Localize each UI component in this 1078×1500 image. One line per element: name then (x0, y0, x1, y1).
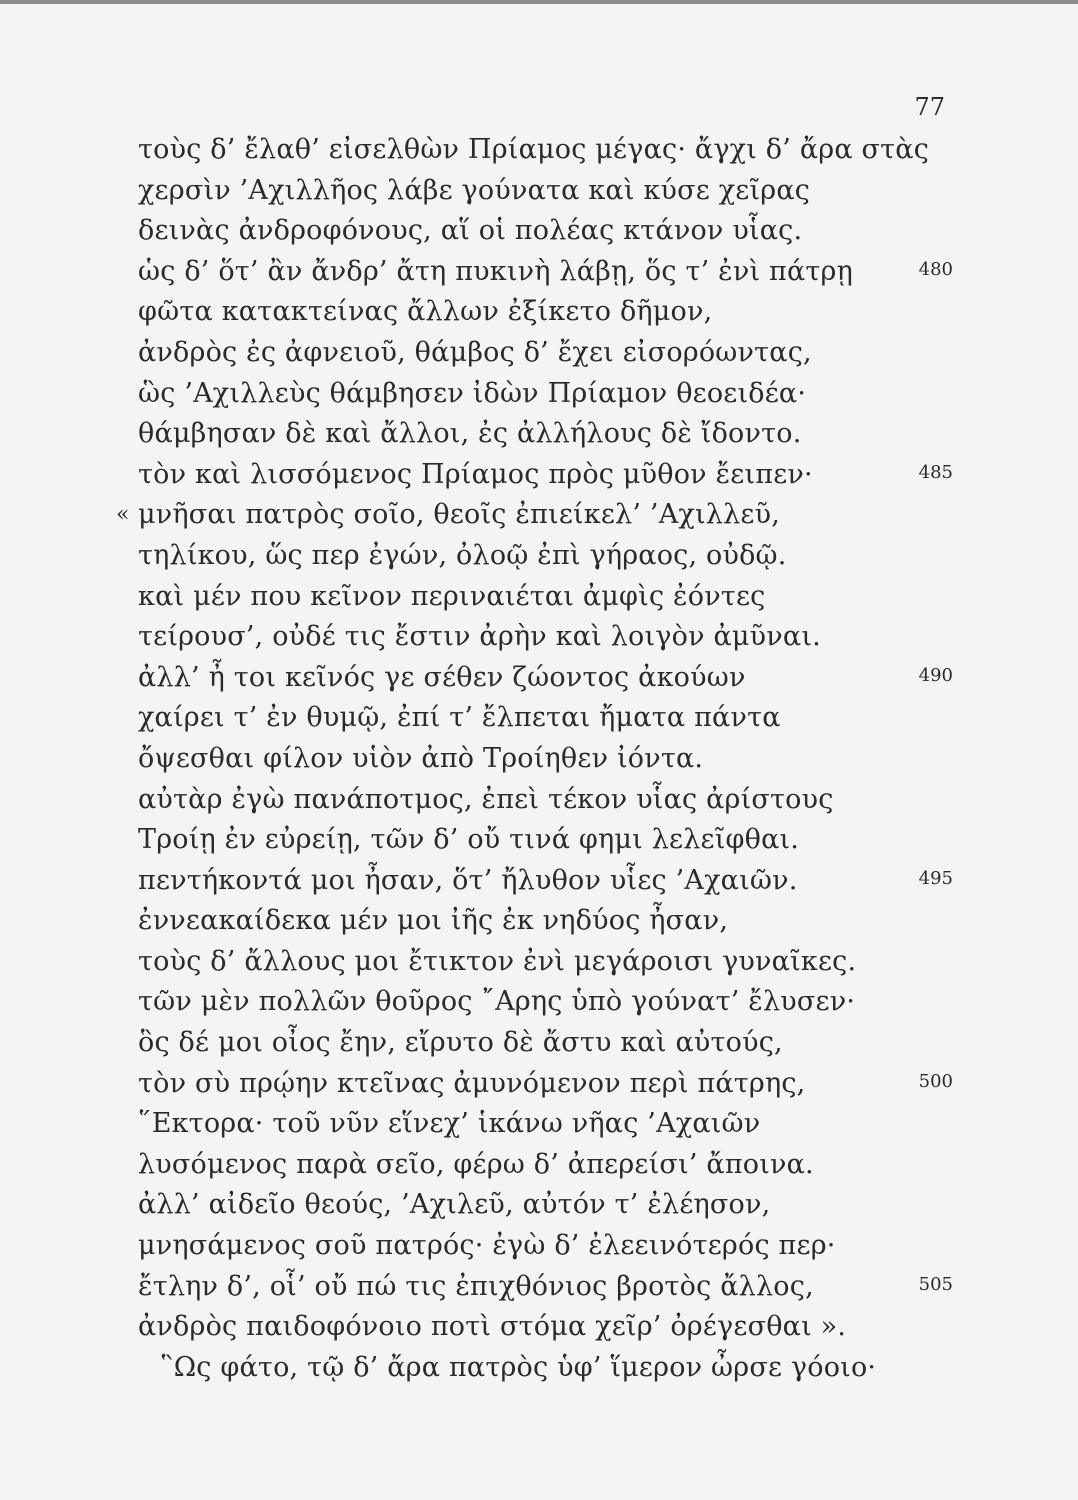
verse-line (0, 942, 1078, 983)
verse-text: τοὺς δ’ ἄλλους μοι ἔτικτον ἐνὶ μεγάροισι γυναῖκες. (138, 945, 857, 977)
verse-text: ἐννεακαίδεκα μέν μοι ἰῆς ἐκ νηδύος ἦσαν, (138, 905, 729, 937)
verse-text: χαίρει τ’ ἐν θυμῷ, ἐπί τ’ ἔλπεται ἤματα πάντα (138, 702, 781, 734)
verse-list (0, 130, 1078, 1388)
verse-text: φῶτα κατακτείνας ἄλλων ἐξίκετο δῆμον, (138, 296, 713, 328)
line-number: 505 (918, 1273, 953, 1295)
verse-text: ὄψεσθαι φίλον υἱὸν ἀπὸ Τροίηθεν ἰόντα. (138, 742, 704, 774)
verse-line (0, 1104, 1078, 1145)
verse-text: τὸν καὶ λισσόμενος Πρίαμος πρὸς μῦθον ἔειπεν· (138, 458, 813, 490)
verse-line (0, 780, 1078, 821)
verse-line (0, 252, 1078, 293)
verse-line (0, 1064, 1078, 1105)
verse-line (0, 414, 1078, 455)
verse-text: ὃς δέ μοι οἶος ἔην, εἴρυτο δὲ ἄστυ καὶ αὐτούς, (138, 1027, 783, 1059)
verse-text: χερσὶν ’Αχιλλῆος λάβε γούνατα καὶ κύσε χεῖρας (138, 174, 811, 206)
verse-text: μνῆσαι πατρὸς σοῖο, θεοῖς ἐπιείκελ’ ’Αχιλλεῦ, (138, 499, 780, 531)
verse-line (0, 374, 1078, 415)
verse-line (0, 577, 1078, 618)
verse-line (0, 171, 1078, 212)
verse-text: ἀνδρὸς παιδοφόνοιο ποτὶ στόμα χεῖρ’ ὀρέγεσθαι ». (138, 1311, 847, 1343)
verse-line (0, 455, 1078, 496)
verse-line (0, 495, 1078, 536)
verse-text: ῝Ως φάτο, τῷ δ’ ἄρα πατρὸς ὑφ’ ἵμερον ὦρσε γόοιο· (160, 1351, 877, 1383)
verse-line (0, 698, 1078, 739)
top-edge-rule (0, 0, 1078, 4)
verse-text: θάμβησαν δὲ καὶ ἄλλοι, ἐς ἀλλήλους δὲ ἴδοντο. (138, 418, 802, 450)
verse-text: ἀλλ’ ἦ τοι κεῖνός γε σέθεν ζώοντος ἀκούων (138, 661, 746, 693)
verse-line (0, 1145, 1078, 1186)
verse-text: τοὺς δ’ ἔλαθ’ εἰσελθὼν Πρίαμος μέγας· ἄγχι δ’ ἄρα στὰς (138, 134, 930, 165)
verse-text: πεντήκοντά μοι ἦσαν, ὅτ’ ἤλυθον υἷες ’Αχαιῶν. (138, 864, 798, 896)
line-number: 490 (918, 664, 953, 686)
line-number: 500 (918, 1070, 953, 1092)
verse-line (0, 1226, 1078, 1267)
verse-line (0, 130, 1078, 171)
verse-line (0, 617, 1078, 658)
verse-line (0, 1267, 1078, 1308)
verse-line (0, 1348, 1078, 1389)
verse-text: ἀνδρὸς ἐς ἀφνειοῦ, θάμβος δ’ ἔχει εἰσορόωντας, (138, 336, 812, 368)
verse-line (0, 861, 1078, 902)
verse-text: λυσόμενος παρὰ σεῖο, φέρω δ’ ἀπερείσι’ ἄποινα. (138, 1148, 814, 1180)
verse-line (0, 211, 1078, 252)
verse-text: τῶν μὲν πολλῶν θοῦρος ῎Αρης ὑπὸ γούνατ’ ἔλυσεν· (138, 986, 856, 1018)
verse-text: τὸν σὺ πρῴην κτεῖνας ἀμυνόμενον περὶ πάτρης, (138, 1067, 806, 1099)
verse-line (0, 658, 1078, 699)
verse-line (0, 536, 1078, 577)
verse-text: Τροίῃ ἐν εὐρείῃ, τῶν δ’ οὔ τινά φημι λελεῖφθαι. (138, 824, 800, 856)
verse-line (0, 982, 1078, 1023)
line-number: 485 (918, 461, 953, 483)
verse-text: ὣς ’Αχιλλεὺς θάμβησεν ἰδὼν Πρίαμον θεοειδέα· (138, 377, 807, 409)
verse-line (0, 1307, 1078, 1348)
line-number: 480 (918, 258, 953, 280)
verse-text: αὐτὰρ ἐγὼ πανάποτμος, ἐπεὶ τέκον υἷας ἀρίστους (138, 783, 834, 815)
verse-text: τηλίκου, ὥς περ ἐγών, ὀλοῷ ἐπὶ γήραος, οὐδῷ. (138, 539, 787, 571)
verse-text: ῞Εκτορα· τοῦ νῦν εἵνεχ’ ἱκάνω νῆας ’Αχαιῶν (138, 1108, 761, 1140)
verse-text: ἔτλην δ’, οἷ’ οὔ πώ τις ἐπιχθόνιος βροτὸς ἄλλος, (138, 1270, 814, 1302)
line-number: 495 (918, 867, 953, 889)
opening-quote-mark: « (116, 502, 130, 528)
verse-line (0, 1185, 1078, 1226)
verse-text: ἀλλ’ αἰδεῖο θεούς, ’Αχιλεῦ, αὐτόν τ’ ἐλέησον, (138, 1189, 771, 1221)
verse-line (0, 739, 1078, 780)
verse-text: τείρουσ’, οὐδέ τις ἔστιν ἀρὴν καὶ λοιγὸν ἀμῦναι. (138, 621, 821, 653)
verse-line (0, 292, 1078, 333)
verse-text: μνησάμενος σοῦ πατρός· ἐγὼ δ’ ἐλεεινότερός περ· (138, 1230, 836, 1262)
verse-text: καὶ μέν που κεῖνον περιναιέται ἀμφὶς ἐόντες (138, 580, 766, 612)
verse-text: δεινὰς ἀνδροφόνους, αἵ οἱ πολέας κτάνον υἷας. (138, 215, 803, 247)
verse-text: ὡς δ’ ὅτ’ ἂν ἄνδρ’ ἄτη πυκινὴ λάβῃ, ὅς τ’ ἐνὶ πάτρῃ (138, 255, 853, 287)
verse-line (0, 820, 1078, 861)
verse-line (0, 1023, 1078, 1064)
page-number: 77 (914, 93, 945, 121)
verse-line (0, 333, 1078, 374)
verse-line (0, 901, 1078, 942)
